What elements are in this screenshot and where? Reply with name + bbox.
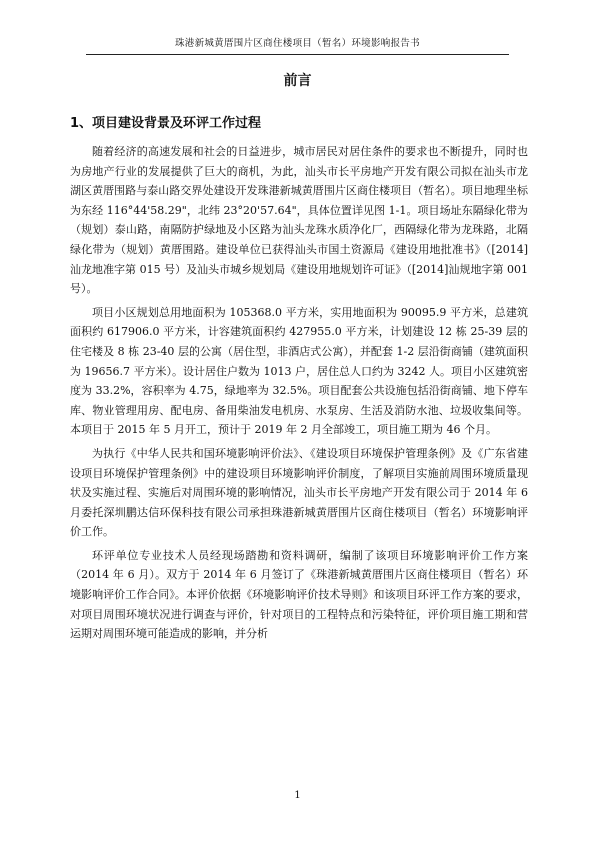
running-header: 珠港新城黄厝围片区商住楼项目（暂名）环境影响报告书 [86,34,509,55]
page-number: 1 [294,790,301,801]
paragraph: 环评单位专业技术人员经现场踏勘和资料调研，编制了该项目环境影响评价工作方案（2014 年 6 月）。双方于 2014 年 6 月签订了《珠港新城黄厝围片区商住楼项目（暂名）环境影响评价工作合同》。本评价依据《环境影响评价技术导则》和该项目环评工作方案的要求，对项目周围环境状况进行调查与评价，针对项目的工程特点和污染特征，评价项目施工期和营运期对周围环境可能造成的影响，并分析 [70,548,528,641]
body-text [70,142,528,648]
section-heading: 1、项目建设背景及环评工作过程 [70,116,262,131]
paragraph: 随着经济的高速发展和社会的日益进步，城市居民对居住条件的要求也不断提升，同时也为房地产行业的发展提供了巨大的商机，为此，汕头市长平房地产开发有限公司拟在汕头市龙湖区黄厝围路与泰山路交界处建设开发珠港新城黄厝围片区商住楼项目（暂名）。项目地理坐标为东经 116°44'58.29"，北纬 23°20'57.64"，具体位置详见图 1-1。项目场址东隔绿化带为（规划）泰山路，南隔防护绿地及小区路为汕头龙珠水质净化厂，西隔绿化带为龙珠路，北隔绿化带为（规划）黄厝围路。建设单位已获得汕头市国土资源局《建设用地批准书》（[2014]汕龙地准字第 015 号）及汕头市城乡规划局《建设用地规划许可证》（[2014]汕规地字第 001 号）。 [70,145,528,296]
paragraph: 为执行《中华人民共和国环境影响评价法》、《建设项目环境保护管理条例》及《广东省建设项目环境保护管理条例》中的建设项目环境影响评价制度，了解项目实施前周围环境质量现状及实施过程、实施后对周围环境的影响情况，汕头市长平房地产开发有限公司于 2014 年 6 月委托深圳鹏达信环保科技有限公司承担珠港新城黄厝围片区商住楼项目（暂名）环境影响评价工作。 [70,446,528,539]
paragraph: 项目小区规划总用地面积为 105368.0 平方米，实用地面积为 90095.9 平方米，总建筑面积约 617906.0 平方米，计容建筑面积约 427955.0 平方米，计划建设 12 栋 25-39 层的住宅楼及 8 栋 23-40 层的公寓（居住型，非酒店式公寓），并配套 1-2 层沿街商铺（建筑面积为 19656.7 平方米）。设计居住户数为 1013 户，居住总人口约为 3242 人。项目小区建筑密度为 33.2%，容积率为 4.75，绿地率为 32.5%。项目配套公共设施包括沿街商铺、地下停车库、物业管理用房、配电房、备用柴油发电机房、水泵房、生活及消防水池、垃圾收集间等。本项目于 2015 年 5 月开工，预计于 2019 年 2 月全部竣工，项目施工期为 46 个月。 [70,305,528,437]
page-title: 前言 [283,73,312,89]
